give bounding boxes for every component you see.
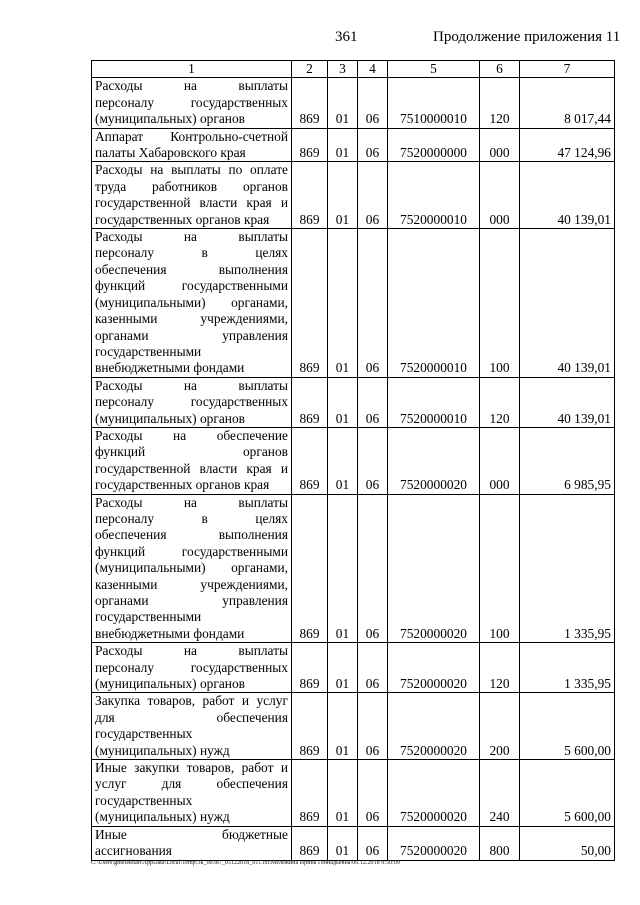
section-cell: 01 — [328, 78, 358, 128]
amount-cell: 47 124,96 — [520, 128, 615, 162]
subsection-cell: 06 — [358, 643, 388, 693]
admin-code-cell: 869 — [292, 643, 328, 693]
table-row — [92, 128, 615, 162]
target-article-cell: 7520000010 — [388, 162, 480, 229]
description-line: персоналу государственных — [95, 659, 288, 675]
description-cell — [92, 162, 292, 229]
amount-cell: 50,00 — [520, 826, 615, 860]
description-line: государственных органов края — [95, 211, 270, 227]
description-line: (муниципальных) органов — [95, 410, 245, 426]
description-line: казенными учреждениями, — [95, 576, 288, 592]
table-row — [92, 760, 615, 827]
description-line: персоналу государственных — [95, 94, 288, 110]
section-cell: 01 — [328, 229, 358, 378]
subsection-cell: 06 — [358, 494, 388, 643]
table-body — [92, 61, 615, 861]
admin-code-cell: 869 — [292, 494, 328, 643]
section-cell: 01 — [328, 494, 358, 643]
description-cell — [92, 494, 292, 643]
description-cell — [92, 826, 292, 860]
description-line: государственными — [95, 609, 202, 625]
subsection-cell: 06 — [358, 427, 388, 494]
description-line: государственных — [95, 726, 193, 742]
target-article-cell: 7520000010 — [388, 229, 480, 378]
description-line: функций государственными — [95, 278, 288, 294]
column-number: 1 — [92, 61, 292, 78]
table-row — [92, 78, 615, 128]
column-number: 7 — [520, 61, 615, 78]
description-cell — [92, 78, 292, 128]
column-number: 3 — [328, 61, 358, 78]
admin-code-cell: 869 — [292, 826, 328, 860]
subsection-cell: 06 — [358, 693, 388, 760]
target-article-cell: 7520000020 — [388, 643, 480, 693]
description-line: государственной власти края и — [95, 460, 288, 476]
description-cell — [92, 377, 292, 427]
table-row — [92, 494, 615, 643]
target-article-cell: 7520000020 — [388, 826, 480, 860]
description-line: государственными — [95, 343, 202, 359]
subsection-cell: 06 — [358, 760, 388, 827]
description-line: внебюджетными фондами — [95, 625, 245, 641]
admin-code-cell: 869 — [292, 229, 328, 378]
section-cell: 01 — [328, 162, 358, 229]
target-article-cell: 7520000020 — [388, 693, 480, 760]
section-cell: 01 — [328, 128, 358, 162]
description-cell — [92, 693, 292, 760]
description-line: (муниципальных) нужд — [95, 742, 230, 758]
subsection-cell: 06 — [358, 826, 388, 860]
description-line: государственных органов края — [95, 477, 270, 493]
subsection-cell: 06 — [358, 78, 388, 128]
amount-cell: 5 600,00 — [520, 760, 615, 827]
description-line: (муниципальных) нужд — [95, 809, 230, 825]
description-line: персоналу государственных — [95, 394, 288, 410]
amount-cell: 1 335,95 — [520, 643, 615, 693]
admin-code-cell: 869 — [292, 693, 328, 760]
description-line: (муниципальных) органов — [95, 111, 245, 127]
admin-code-cell: 869 — [292, 760, 328, 827]
target-article-cell: 7520000020 — [388, 760, 480, 827]
expense-type-cell: 120 — [480, 643, 520, 693]
amount-cell: 1 335,95 — [520, 494, 615, 643]
expense-type-cell: 000 — [480, 128, 520, 162]
description-line: обеспечения выполнения — [95, 261, 288, 277]
amount-cell: 40 139,01 — [520, 229, 615, 378]
admin-code-cell: 869 — [292, 78, 328, 128]
description-line: органами управления — [95, 593, 288, 608]
table-row — [92, 162, 615, 229]
description-line: Расходы на обеспечение — [95, 427, 288, 443]
table-row — [92, 693, 615, 760]
table-row — [92, 229, 615, 378]
section-cell: 01 — [328, 826, 358, 860]
description-line: функций государственными — [95, 543, 288, 559]
section-cell: 01 — [328, 760, 358, 827]
table-row — [92, 427, 615, 494]
description-cell — [92, 229, 292, 378]
description-line: ассигнования — [95, 843, 172, 859]
subsection-cell: 06 — [358, 162, 388, 229]
target-article-cell: 7510000010 — [388, 78, 480, 128]
description-line: государственных — [95, 792, 193, 808]
target-article-cell: 7520000010 — [388, 377, 480, 427]
target-article-cell: 7520000020 — [388, 427, 480, 494]
expense-type-cell: 200 — [480, 693, 520, 760]
table-row — [92, 826, 615, 860]
target-article-cell: 7520000020 — [388, 494, 480, 643]
amount-cell: 8 017,44 — [520, 78, 615, 128]
description-line: услуг для обеспечения — [95, 776, 288, 792]
description-line: Расходы на выплаты — [95, 229, 288, 245]
description-line: функций органов — [95, 444, 288, 460]
description-cell — [92, 760, 292, 827]
description-line: внебюджетными фондами — [95, 360, 245, 376]
section-cell: 01 — [328, 377, 358, 427]
column-number: 4 — [358, 61, 388, 78]
amount-cell: 40 139,01 — [520, 162, 615, 229]
description-line: персоналу в целях — [95, 510, 288, 526]
page-heading: Продолжение приложения 11 — [433, 29, 621, 45]
description-line: палаты Хабаровского края — [95, 145, 246, 161]
description-line: Расходы на выплаты — [95, 377, 288, 393]
budget-table — [91, 60, 615, 861]
expense-type-cell: 100 — [480, 229, 520, 378]
description-line: (муниципальных) органов — [95, 676, 245, 692]
description-line: Расходы на выплаты — [95, 643, 288, 659]
subsection-cell: 06 — [358, 377, 388, 427]
admin-code-cell: 869 — [292, 377, 328, 427]
expense-type-cell: 120 — [480, 377, 520, 427]
column-number: 5 — [388, 61, 480, 78]
description-line: Расходы на выплаты по оплате — [95, 162, 288, 178]
description-line: труда работников органов — [95, 178, 288, 194]
admin-code-cell: 869 — [292, 162, 328, 229]
expense-type-cell: 120 — [480, 78, 520, 128]
description-cell — [92, 643, 292, 693]
description-line: государственной власти края и — [95, 195, 288, 211]
amount-cell: 40 139,01 — [520, 377, 615, 427]
description-line: Расходы на выплаты — [95, 494, 288, 510]
expense-type-cell: 100 — [480, 494, 520, 643]
description-line: казенными учреждениями, — [95, 311, 288, 327]
target-article-cell: 7520000000 — [388, 128, 480, 162]
column-number: 2 — [292, 61, 328, 78]
expense-type-cell: 800 — [480, 826, 520, 860]
description-line: Иные закупки товаров, работ и — [95, 760, 288, 776]
description-line: Иные бюджетные — [95, 826, 288, 842]
section-cell: 01 — [328, 427, 358, 494]
description-line: Расходы на выплаты — [95, 78, 288, 94]
admin-code-cell: 869 — [292, 128, 328, 162]
description-line: обеспечения выполнения — [95, 527, 288, 543]
admin-code-cell: 869 — [292, 427, 328, 494]
column-number-row — [92, 61, 615, 78]
description-line: органами управления — [95, 327, 288, 343]
description-line: (муниципальными) органами, — [95, 294, 288, 310]
subsection-cell: 06 — [358, 128, 388, 162]
amount-cell: 6 985,95 — [520, 427, 615, 494]
table-row — [92, 377, 615, 427]
description-line: Аппарат Контрольно-счетной — [95, 128, 288, 144]
amount-cell: 5 600,00 — [520, 693, 615, 760]
description-line: для обеспечения — [95, 709, 288, 725]
section-cell: 01 — [328, 643, 358, 693]
expense-type-cell: 000 — [480, 162, 520, 229]
table-row — [92, 643, 615, 693]
column-number: 6 — [480, 61, 520, 78]
page-number: 361 — [335, 29, 358, 45]
description-cell — [92, 427, 292, 494]
description-line: персоналу в целях — [95, 245, 288, 261]
description-cell — [92, 128, 292, 162]
description-line: (муниципальными) органами, — [95, 560, 288, 576]
section-cell: 01 — [328, 693, 358, 760]
footer-file-path: C:\Users\gmelekhan\AppData\Local\Temp\3k_00387_05122018_011.txt\Мележина Ирина Геннадьевна\06.12.2018 9:50:09 — [91, 860, 400, 866]
subsection-cell: 06 — [358, 229, 388, 378]
expense-type-cell: 240 — [480, 760, 520, 827]
description-line: Закупка товаров, работ и услуг — [95, 693, 288, 709]
expense-type-cell: 000 — [480, 427, 520, 494]
